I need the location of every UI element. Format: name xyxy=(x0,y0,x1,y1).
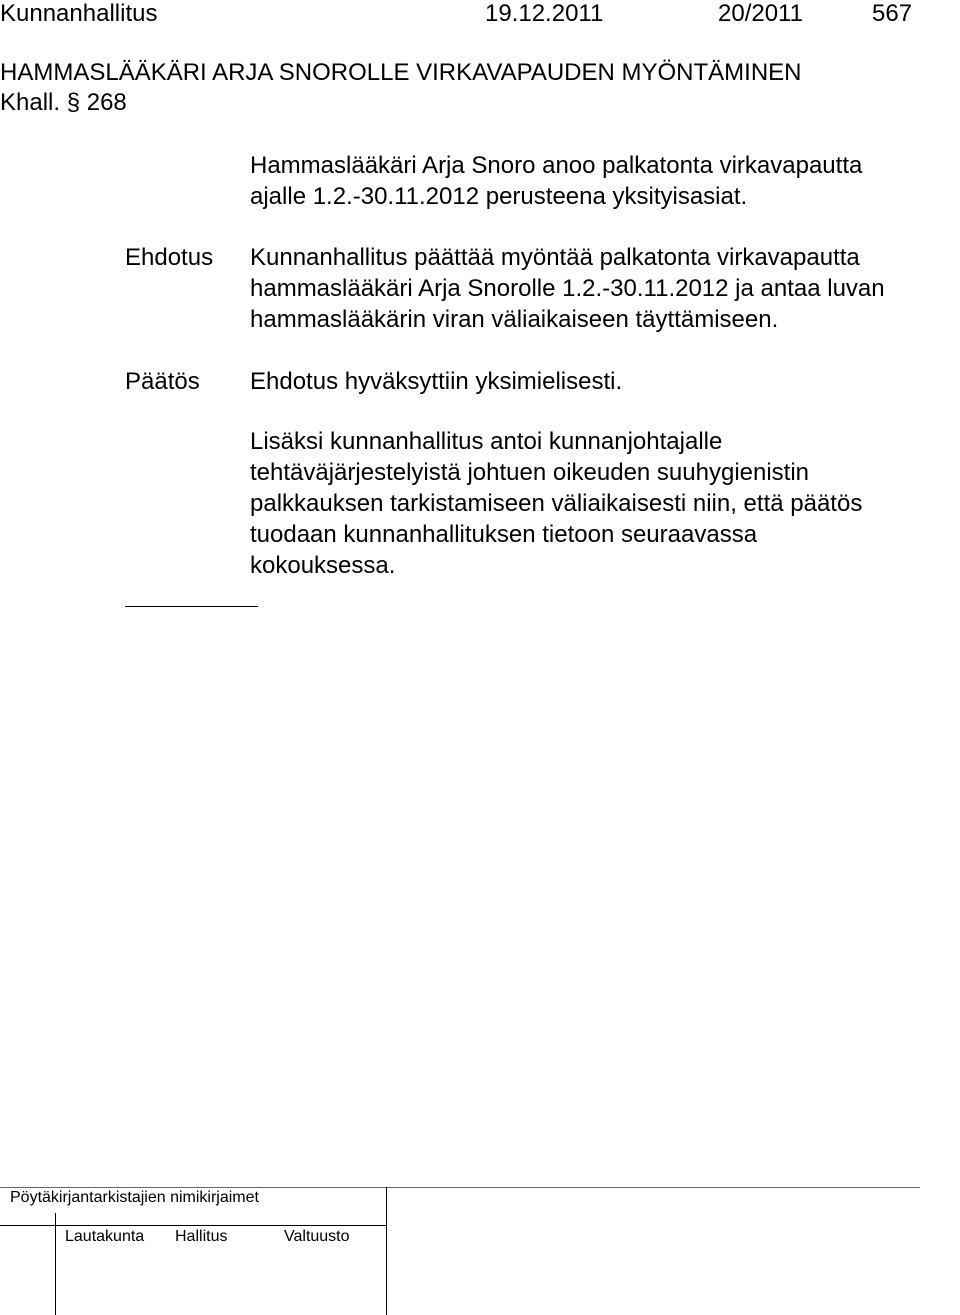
proposal-line: hammaslääkäri Arja Snorolle 1.2.-30.11.2012 ja antaa luvan xyxy=(250,275,885,302)
header-organization: Kunnanhallitus xyxy=(0,0,158,27)
case-reference xyxy=(0,88,127,117)
additional-line: Lisäksi kunnanhallitus antoi kunnanjohtajalle xyxy=(250,428,723,455)
signature-table-divider xyxy=(386,1187,387,1315)
signature-column-hallitus: Hallitus xyxy=(175,1228,228,1245)
proposal-line: hammaslääkärin viran väliaikaiseen täyttämiseen. xyxy=(250,306,779,333)
header-page-number: 567 xyxy=(872,0,913,27)
additional-line: kokouksessa. xyxy=(250,552,396,579)
header-meeting-date: 19.12.2011 xyxy=(485,0,604,27)
proposal-line: Kunnanhallitus päättää myöntää palkatonta virkavapautta xyxy=(250,244,860,271)
background-line: ajalle 1.2.-30.11.2012 perusteena yksityisasiat. xyxy=(250,183,748,210)
case-reference-text: Khall. § 268 xyxy=(0,89,127,116)
case-title: HAMMASLÄÄKÄRI ARJA SNOROLLE VIRKAVAPAUDEN MYÖNTÄMINEN xyxy=(0,59,802,86)
signature-column-valtuusto: Valtuusto xyxy=(284,1228,350,1245)
signature-table-title: Pöytäkirjantarkistajien nimikirjaimet xyxy=(10,1189,259,1206)
proposal-paragraph xyxy=(250,242,960,335)
signature-table-top-rule xyxy=(0,1187,920,1188)
header-document-number: 20/2011 xyxy=(718,0,803,27)
additional-line: palkkauksen tarkistamiseen väliaikaisesti niin, että päätös xyxy=(250,490,863,517)
additional-line: tehtäväjärjestelyistä johtuen oikeuden suuhygienistin xyxy=(250,459,810,486)
signature-table-divider xyxy=(0,1225,386,1226)
additional-paragraph xyxy=(250,426,960,581)
decision-text: Ehdotus hyväksyttiin yksimielisesti. xyxy=(250,368,623,395)
proposal-label: Ehdotus xyxy=(125,244,214,271)
additional-line: tuodaan kunnanhallituksen tietoon seuraavassa xyxy=(250,521,758,548)
section-end-rule xyxy=(125,606,258,607)
decision-paragraph xyxy=(250,366,960,397)
background-paragraph xyxy=(250,150,960,212)
decision-label: Päätös xyxy=(125,368,200,395)
signature-column-lautakunta: Lautakunta xyxy=(65,1228,145,1245)
signature-table-divider xyxy=(55,1213,56,1315)
background-line: Hammaslääkäri Arja Snoro anoo palkatonta virkavapautta xyxy=(250,152,863,179)
